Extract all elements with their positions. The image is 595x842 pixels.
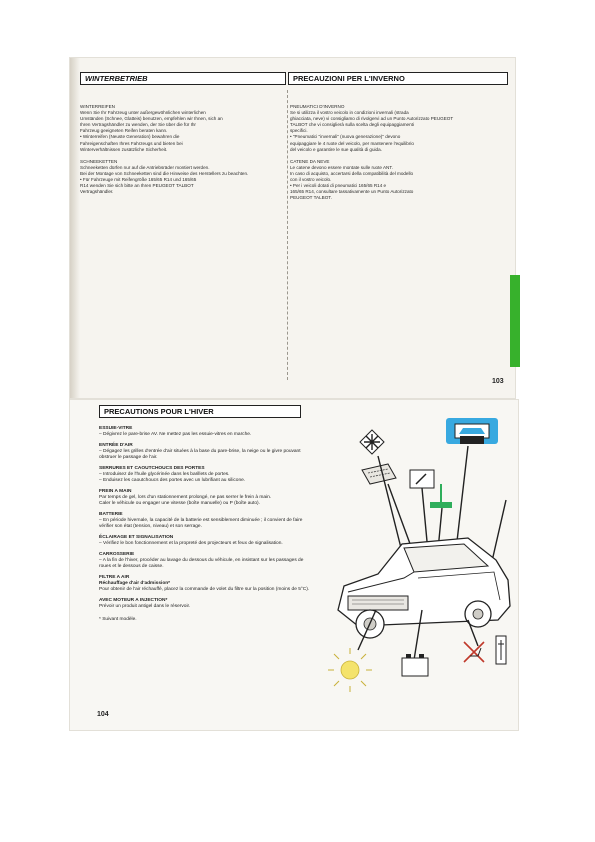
bottom-header: PRECAUTIONS POUR L'HIVER xyxy=(99,405,301,418)
air-grille-icon xyxy=(362,464,396,484)
column-divider xyxy=(287,90,289,380)
section-bodywork: CARROSSERIE – A la fin de l'hiver, procéder au lavage du dessous du véhicule, en insistant sur les passages de roues et le dessous de caisse. xyxy=(99,552,304,569)
gear-lever-icon xyxy=(496,636,506,664)
footnote: * Suivant modèle. xyxy=(99,617,137,622)
section-lighting: ÉCLAIRAGE ET SIGNALISATION – Vérifiez le bon fonctionnement et la propreté des projecteurs et feux de signalisation. xyxy=(99,535,283,546)
top-right-header: PRECAUZIONI PER L'INVERNO xyxy=(288,72,508,85)
top-left-header: WINTERBETRIEB xyxy=(80,72,286,85)
section-wipers: ESSUIE-VITRE – Dégivrez le pare-brise AV. Ne mettez pas les essuie-vitres en marche. xyxy=(99,426,252,437)
car-winter-illustration xyxy=(318,410,518,710)
windscreen-ice-icon xyxy=(446,418,498,444)
section-injection: AVEC MOTEUR A INJECTION* Prévoir un produit antigel dans le réservoir. xyxy=(99,598,191,609)
green-section-tab xyxy=(510,275,520,367)
section-air-intake: ENTRÉE D'AIR – Dégagez les grilles d'entrée d'air situées à la base du pare-brise, la neige ou le givre pouvant obstruer le passage de l'air. xyxy=(99,443,301,460)
section-air-filter: FILTRE A AIR Réchauffage d'air d'admission* Pour obtenir de l'air réchauffé, placez la commande de volet du filtre sur la position (moins de 5°C). xyxy=(99,575,310,592)
german-text: WINTERREIFEN Wenn Sie Ihr Fahrzeug unter außergewöhnlichen winterlichen Umständen (Schnee, Glatteis) benutzen, empfehlen wir Ihnen, sich an Ihren Vertragshändler zu wenden, der Sie über die für Ihr Fahrzeug geeigneten Reifen beraten kann. • Winterreifen (Neuste Generation) bewahren die Fahreigenschaften Ihres Fahrzeugs und bieten bei Winterverhältnissen zusätzliche Sicherheit. SCHNEEKETTEN Schneeketten dürfen nur auf die Antriebsräder montiert werden. Bei der Montage von Schneeketten sind die Hinweise des Herstellers zu beachten. • Für Fahrzeuge mit Reifengröße 165/65 R14 und 165/65 R14 wenden Sie sich bitte an Ihren PEUGEOT TALBOT Vertragshändler. xyxy=(80,104,249,195)
door-lock-icon xyxy=(410,470,434,488)
section-door-locks: SERRURES ET CAOUTCHOUCS DES PORTES – Introduisez de l'huile glycérinée dans les barillets de portes. – Enduisez les caoutchoucs des portes avec un lubrifiant au silicone. xyxy=(99,466,246,483)
section-handbrake: FREIN A MAIN Par temps de gel, lors d'un stationnement prolongé, ne pas serrer le frein à main. Caler le véhicule ou engager une vitesse (boîte manuelle) ou P (boîte auto). xyxy=(99,489,272,506)
car-drawing xyxy=(338,538,510,638)
page-number-103: 103 xyxy=(492,378,504,385)
section-battery: BATTERIE – En période hivernale, la capacité de la batterie est sensiblement diminuée ; il convient de faire vérifier son état (tension, niveau) et son serrage. xyxy=(99,512,303,529)
winter-precautions-list xyxy=(99,426,314,623)
page-103-gutter xyxy=(70,58,80,398)
snowflake-icon xyxy=(360,430,384,454)
sun-icon xyxy=(328,648,372,692)
italian-text: PNEUMATICI D'INVERNO Se si utilizza il vostro veicolo in condizioni invernali (strada ghiacciata, neve) vi consigliamo di rivolgervi ad un Punto Autorizzato PEUGEOT TALBOT che vi consiglierà sulla scelta degli equipaggiamenti specifici. • "Pneumatici "invernali" (nuova generazione)" devono equipaggiare le 4 ruote del veicolo, per mantenere l'equilibrio del veicolo e garantire le sue qualità di guida. CATENE DA NEVE Le catene devono essere montate sulle ruote ANT. In caso di acquisto, accertarsi della compatibilità del modello con il vostro veicolo. • Per i veicoli dotati di pneumatici 165/65 R14 e 165/65 R14, consultare tassativamente un Punto Autorizzato PEUGEOT TALBOT. xyxy=(290,104,454,201)
page-number-104: 104 xyxy=(97,711,109,718)
handbrake-prohibited-icon xyxy=(464,642,484,662)
